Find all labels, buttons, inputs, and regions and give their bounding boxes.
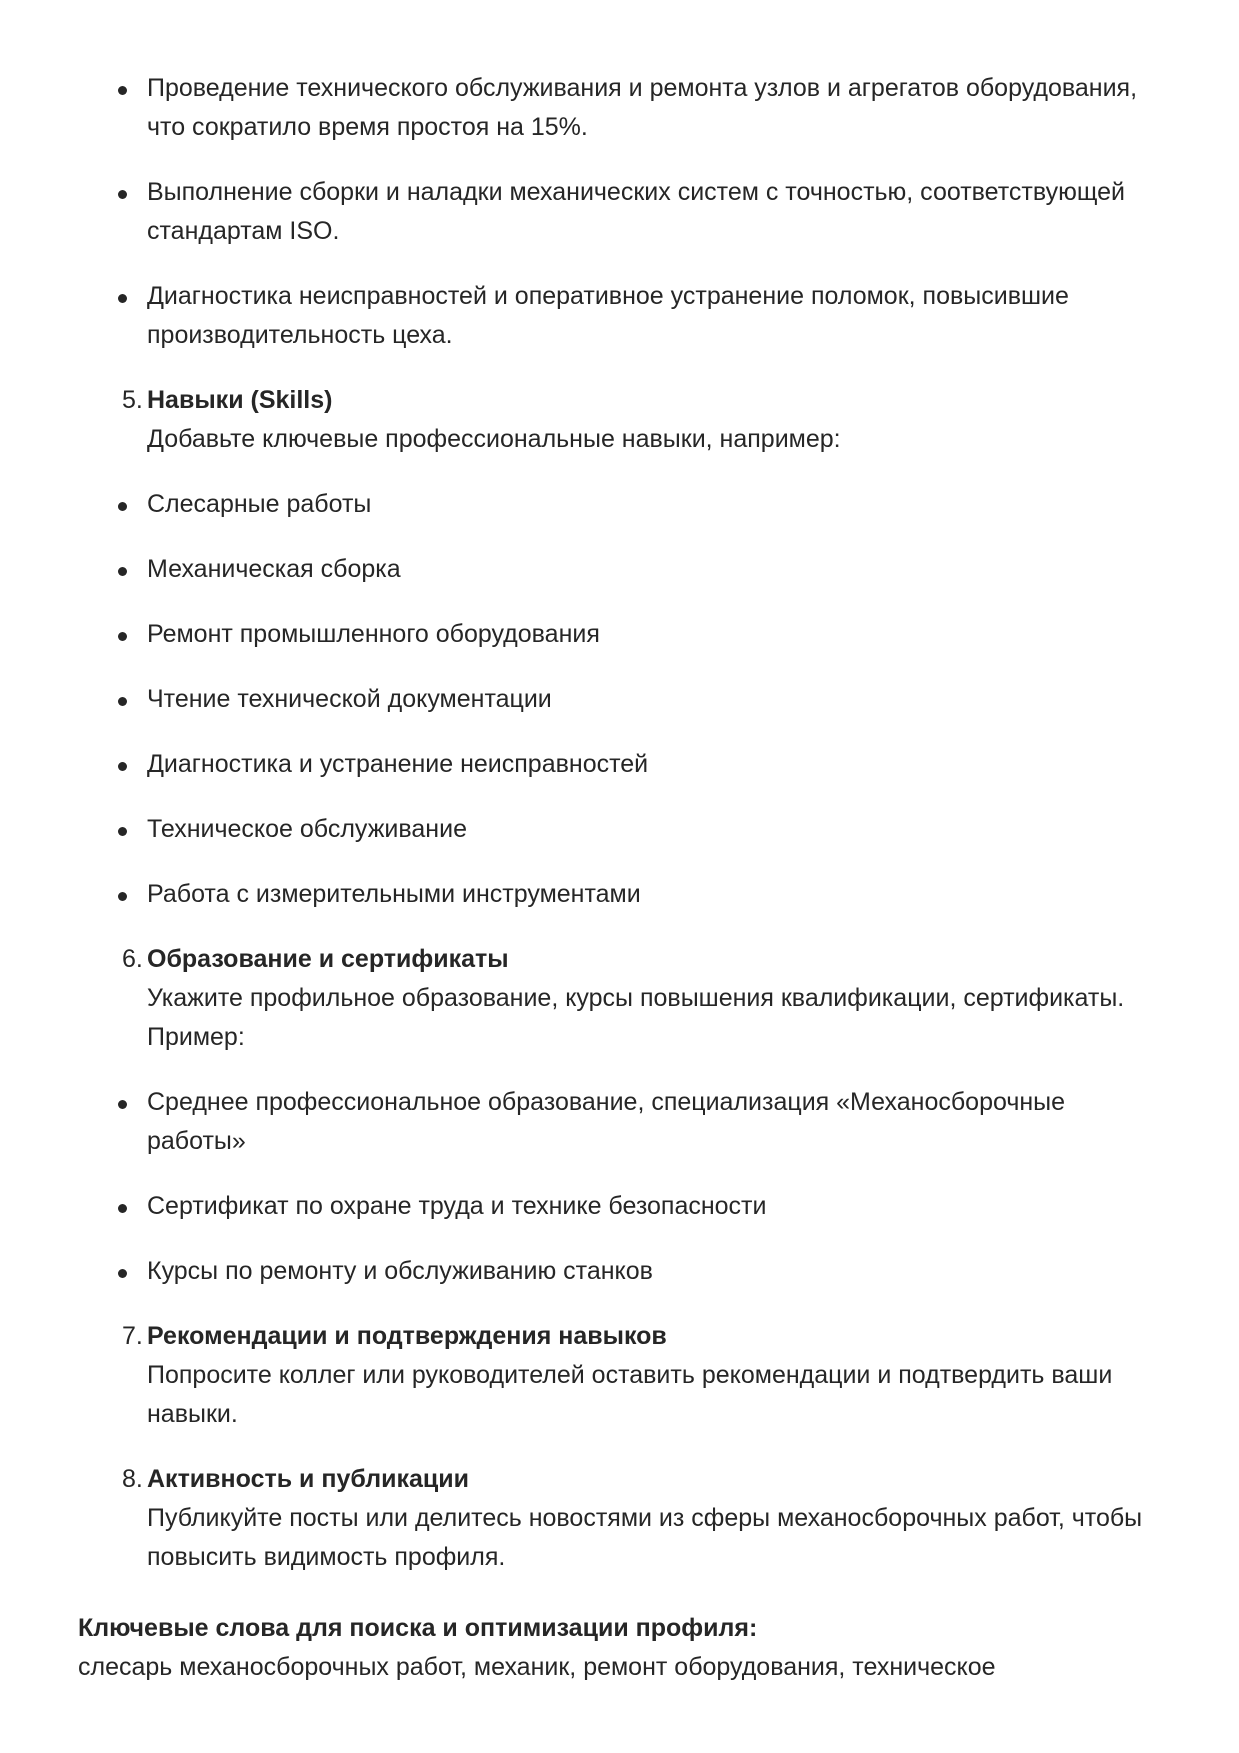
numbered-section-education [78,940,1218,1057]
section-description: Попросите коллег или руководителей оставить рекомендации и подтвердить ваши навыки. [147,1361,1113,1428]
bullet-marker-icon [118,567,127,576]
bullet-marker-icon [118,1100,127,1109]
section-description: Укажите профильное образование, курсы повышения квалификации, сертификаты. [147,984,1125,1012]
bullet-text: Чтение технической документации [147,685,552,713]
bullet-text: Слесарные работы [147,490,372,518]
education-bullet-item [78,1252,1218,1291]
bullet-marker-icon [118,892,127,901]
bullet-text: Диагностика неисправностей и оперативное устранение поломок, повысившие производительность цеха. [147,282,1069,349]
bullet-text: Техническое обслуживание [147,815,467,843]
section-number: 8. [122,1465,143,1493]
bullet-marker-icon [118,762,127,771]
keywords-heading: Ключевые слова для поиска и оптимизации профиля: [78,1614,758,1642]
section-number: 5. [122,386,143,414]
experience-bullet-item [78,69,1218,147]
bullet-text: Курсы по ремонту и обслуживанию станков [147,1257,653,1285]
bullet-marker-icon [118,827,127,836]
section-title: Навыки (Skills) [147,386,333,414]
bullet-text: Ремонт промышленного оборудования [147,620,600,648]
bullet-text: Сертификат по охране труда и технике безопасности [147,1192,767,1220]
skill-bullet-item [78,810,1218,849]
bullet-marker-icon [118,1204,127,1213]
section-title: Рекомендации и подтверждения навыков [147,1322,667,1350]
section-description: Публикуйте посты или делитесь новостями из сферы механосборочных работ, чтобы повысить видимость профиля. [147,1504,1143,1571]
section-number: 7. [122,1322,143,1350]
keywords-text: слесарь механосборочных работ, механик, ремонт оборудования, техническое [78,1653,996,1681]
bullet-text: Диагностика и устранение неисправностей [147,750,649,778]
skill-bullet-item [78,550,1218,589]
bullet-marker-icon [118,1269,127,1278]
bullet-text: Выполнение сборки и наладки механических систем с точностью, соответствующей стандартам ISO. [147,178,1126,245]
skill-bullet-item [78,680,1218,719]
skill-bullet-item [78,745,1218,784]
experience-bullet-item [78,173,1218,251]
numbered-section-skills [78,381,1218,459]
section-title: Образование и сертификаты [147,945,509,973]
bullet-marker-icon [118,190,127,199]
section-title: Активность и публикации [147,1465,469,1493]
bullet-text: Среднее профессиональное образование, специализация «Механосборочные работы» [147,1088,1066,1155]
bullet-text: Работа с измерительными инструментами [147,880,641,908]
bullet-text: Проведение технического обслуживания и ремонта узлов и агрегатов оборудования, что сократило время простоя на 15%. [147,74,1138,141]
bullet-marker-icon [118,697,127,706]
numbered-section-recommendations [78,1317,1218,1434]
section-description: Добавьте ключевые профессиональные навыки, например: [147,425,841,453]
bullet-marker-icon [118,86,127,95]
bullet-marker-icon [118,502,127,511]
education-bullet-item [78,1187,1218,1226]
skill-bullet-item [78,615,1218,654]
section-description-line-2: Пример: [147,1023,245,1051]
bullet-marker-icon [118,294,127,303]
bullet-marker-icon [118,632,127,641]
bullet-text: Механическая сборка [147,555,401,583]
skill-bullet-item [78,485,1218,524]
education-bullet-item [78,1083,1218,1161]
numbered-section-activity [78,1460,1218,1577]
experience-bullet-item [78,277,1218,355]
skill-bullet-item [78,875,1218,914]
section-number: 6. [122,945,143,973]
